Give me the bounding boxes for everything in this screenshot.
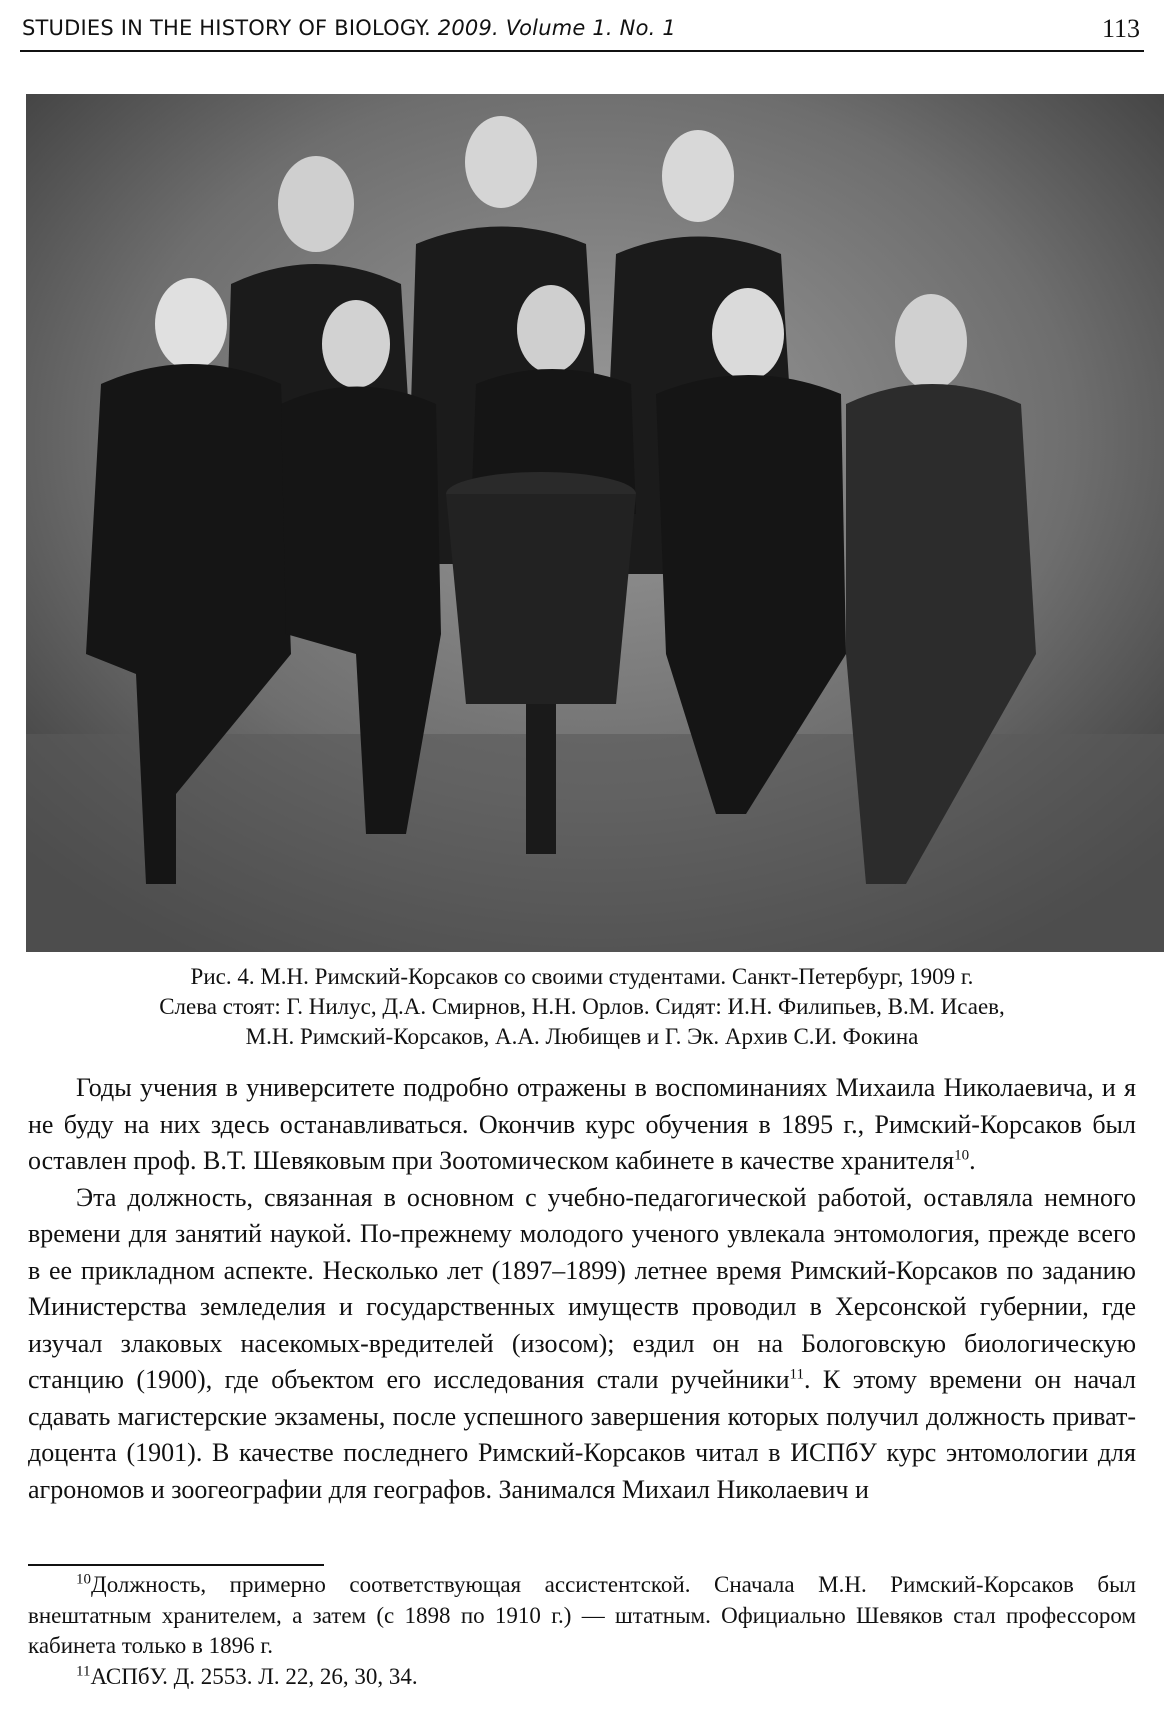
journal-title (22, 16, 676, 40)
footnote-text: АСПбУ. Д. 2553. Л. 22, 26, 30, 34. (90, 1663, 418, 1689)
footnote (28, 1662, 1136, 1693)
footnotes (28, 1570, 1136, 1692)
journal-name: STUDIES IN THE HISTORY OF BIOLOGY. (22, 16, 431, 40)
figure-caption (60, 962, 1104, 1052)
body-text (28, 1070, 1136, 1508)
page-number: 113 (1101, 14, 1140, 43)
group-photograph (26, 94, 1164, 952)
footnote-ref: 11 (789, 1366, 804, 1383)
caption-line: М.Н. Римский-Корсаков, А.А. Любищев и Г. Эк. Архив С.И. Фокина (245, 1024, 919, 1049)
paragraph (28, 1070, 1136, 1180)
footnote-divider (28, 1564, 324, 1566)
paragraph (28, 1180, 1136, 1509)
footnote-number: 10 (76, 1571, 91, 1588)
paragraph-end: . (969, 1146, 976, 1175)
footnote-number: 11 (76, 1662, 91, 1679)
footnote-text: Должность, примерно соответствующая ассистентской. Сначала М.Н. Римский-Корсаков был внештатным хранителем, а затем (с 1898 по 1910 г.) — штатным. Официально Шевяков стал профессором кабинета только в 1896 г. (28, 1572, 1136, 1658)
header-divider (20, 50, 1144, 52)
footnote-ref: 10 (954, 1147, 970, 1164)
group-photograph-icon (26, 94, 1164, 952)
journal-issue: 2009. Volume 1. No. 1 (437, 16, 676, 40)
paragraph-text-continued: . К этому времени он начал сдавать магистерские экзамены, после успешного завершения которых получил должность приват-доцента (1901). В качестве последнего Римский-Корсаков читал в ИСПбУ курс энтомологии для агрономов и зоогеографии для географов. Занимался Михаил Николаевич и (28, 1365, 1136, 1504)
caption-line: Слева стоят: Г. Нилус, Д.А. Смирнов, Н.Н. Орлов. Сидят: И.Н. Филипьев, В.М. Исаев, (159, 994, 1005, 1019)
paragraph-text: Эта должность, связанная в основном с учебно-педагогической работой, оставляла немного времени для занятий наукой. По-прежнему молодого ученого увлекала энтомология, прежде всего в ее прикладном аспекте. Несколько лет (1897–1899) летнее время Римский-Корсаков по заданию Министерства земледелия и государственных имуществ проводил в Херсонской губернии, где изучал злаковых насекомых-вредителей (изосом); ездил он на Бологовскую биологическую станцию (1900), где объектом его исследования стали ручейники (28, 1182, 1136, 1394)
caption-line: Рис. 4. М.Н. Римский-Корсаков со своими студентами. Санкт-Петербург, 1909 г. (190, 964, 974, 989)
paragraph-text: Годы учения в университете подробно отражены в воспоминаниях Михаила Николаевича, и я не буду на них здесь останавливаться. Окончив курс обучения в 1895 г., Римский-Корсаков был оставлен проф. В.Т. Шевяковым при Зоотомическом кабинете в качестве хранителя (28, 1073, 1136, 1175)
running-header (20, 8, 1144, 46)
footnote (28, 1570, 1136, 1662)
